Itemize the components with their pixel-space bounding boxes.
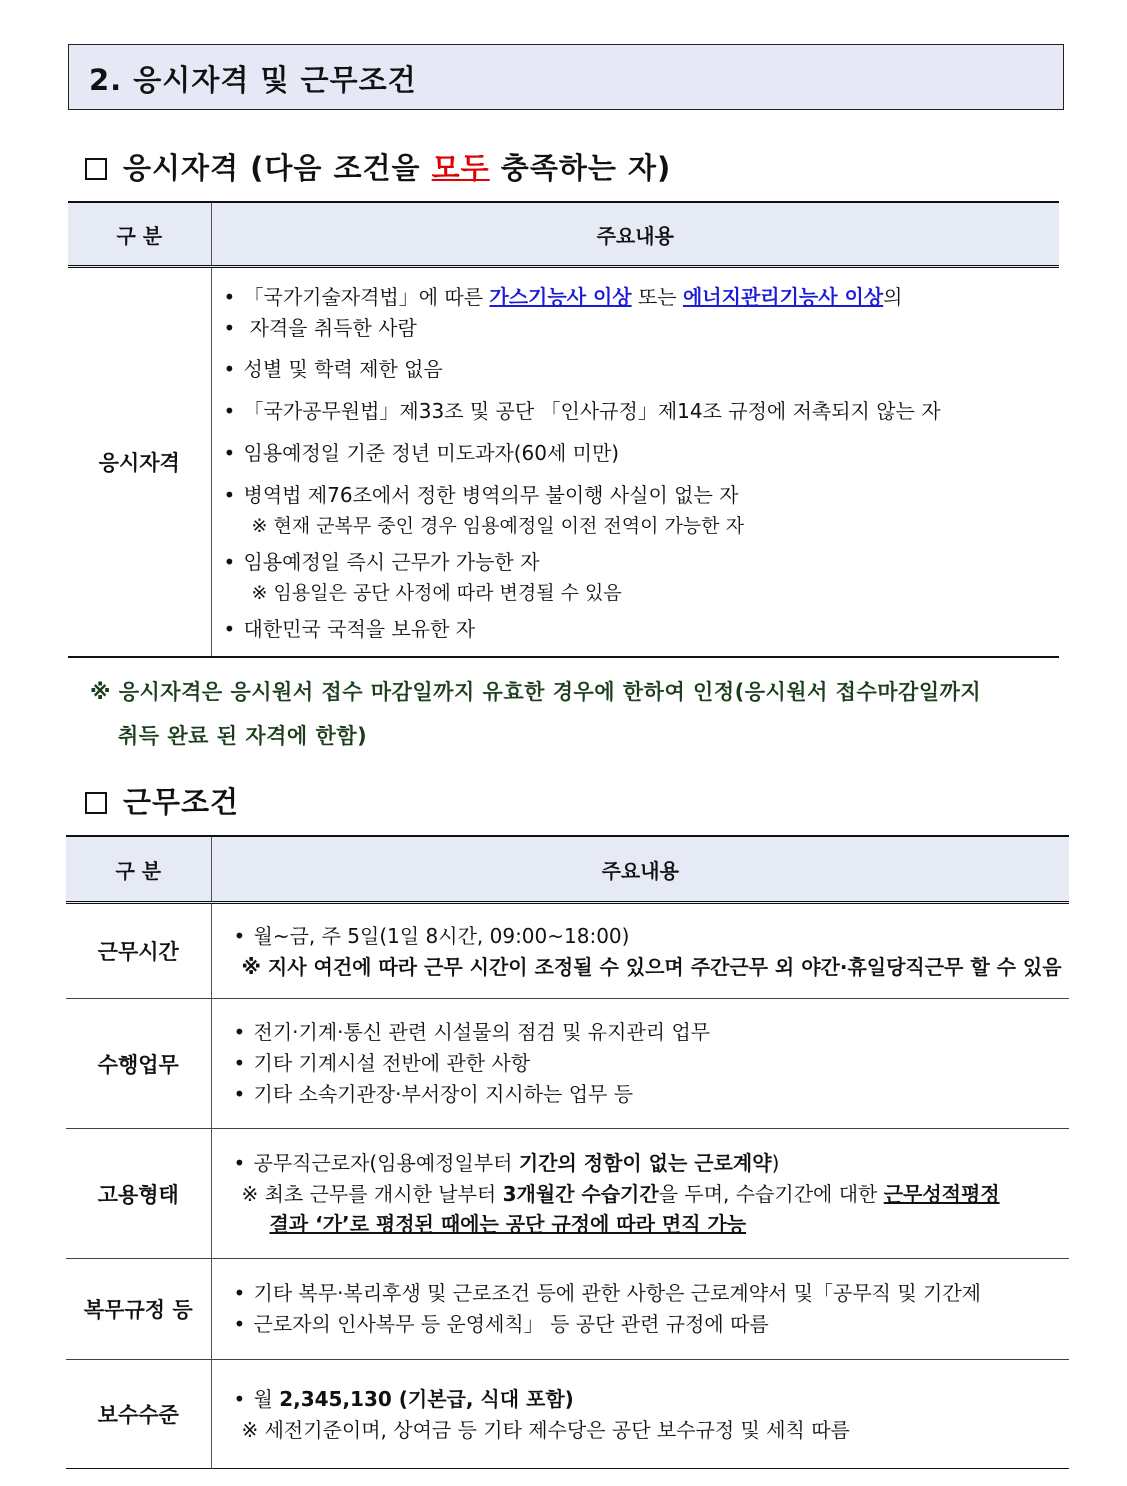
col-content-header: 주요내용 <box>211 836 1069 903</box>
list-item: • 월 2,345,130 (기본급, 식대 포함) <box>232 1384 1069 1415</box>
employment-content <box>211 1129 1069 1259</box>
col-content-header: 주요내용 <box>211 202 1059 267</box>
list-item: • 임용예정일 기준 정년 미도과자(60세 미만) <box>222 438 1060 469</box>
row-label-qualification: 응시자격 <box>68 267 211 658</box>
list-item: • 기타 소속기관장·부서장이 지시하는 업무 등 <box>232 1079 1069 1110</box>
row-label-hours: 근무시간 <box>66 903 211 999</box>
list-item: • 병역법 제76조에서 정한 병역의무 불이행 사실이 없는 자 <box>222 480 1060 511</box>
qualification-footnote-line2: 취득 완료 된 자격에 한함) <box>118 724 368 748</box>
list-item: • 전기·기계·통신 관련 시설물의 점검 및 유지관리 업무 <box>232 1017 1069 1048</box>
list-note: ※ 세전기준이며, 상여금 등 기타 제수당은 공단 보수규정 및 세칙 따름 <box>241 1417 850 1442</box>
emphasis-all: 모두 <box>431 151 490 185</box>
col-category-header: 구 분 <box>68 202 211 267</box>
list-item-continuation: • 근로자의 인사복무 등 운영세칙」 등 공단 관련 규정에 따름 <box>232 1309 1069 1340</box>
regulations-content <box>211 1259 1069 1360</box>
row-label-salary: 보수수준 <box>66 1360 211 1469</box>
row-label-employment: 고용형태 <box>66 1129 211 1259</box>
row-label-duties: 수행업무 <box>66 999 211 1129</box>
section-title: 2. 응시자격 및 근무조건 <box>89 63 417 97</box>
checkbox-square-icon <box>85 792 107 814</box>
list-item: • 대한민국 국적을 보유한 자 <box>222 614 1060 645</box>
list-item-continuation: • 자격을 취득한 사람 <box>222 313 1060 344</box>
list-note-continuation: 결과 ‘가’로 평정된 때에는 공단 규정에 따라 면직 가능 <box>269 1212 747 1236</box>
section-header <box>68 44 1064 110</box>
qualification-heading: 응시자격 (다음 조건을 모두 충족하는 자) <box>85 146 671 187</box>
list-item: • 기타 복무·복리후생 및 근로조건 등에 관한 사항은 근로계약서 및「공무직 및 기간제 <box>232 1278 1069 1309</box>
duties-content <box>211 999 1069 1129</box>
list-note: ※ 지사 여건에 따라 근무 시간이 조정될 수 있으며 주간근무 외 야간·휴일당직근무 할 수 있음 <box>241 954 1062 979</box>
qualification-content <box>211 267 1059 658</box>
conditions-table <box>66 835 1069 1469</box>
row-label-regulations: 복무규정 등 <box>66 1259 211 1360</box>
list-note: ※ 임용일은 공단 사정에 따라 변경될 수 있음 <box>251 582 622 604</box>
list-item: • 성별 및 학력 제한 없음 <box>222 354 1060 385</box>
list-item: • 임용예정일 즉시 근무가 가능한 자 <box>222 547 1060 578</box>
list-item: • 기타 기계시설 전반에 관한 사항 <box>232 1048 1069 1079</box>
list-note: ※ 최초 근무를 개시한 날부터 3개월간 수습기간을 두며, 수습기간에 대한 근무성적평정 <box>241 1182 1000 1206</box>
conditions-heading: 근무조건 <box>85 780 239 821</box>
list-item: • 월~금, 주 5일(1일 8시간, 09:00~18:00) <box>232 921 1069 952</box>
list-item: • 공무직근로자(임용예정일부터 기간의 정함이 없는 근로계약) <box>232 1148 1069 1179</box>
checkbox-square-icon <box>85 158 107 180</box>
salary-content <box>211 1360 1069 1469</box>
list-item: • 「국가기술자격법」에 따른 가스기능사 이상 또는 에너지관리기능사 이상의 <box>222 282 1060 313</box>
qualification-table <box>68 201 1059 658</box>
qualification-footnote-line1: ※ 응시자격은 응시원서 접수 마감일까지 유효한 경우에 한하여 인정(응시원서 접수마감일까지 <box>90 680 982 704</box>
list-note: ※ 현재 군복무 중인 경우 임용예정일 이전 전역이 가능한 자 <box>251 515 744 537</box>
col-category-header: 구 분 <box>66 836 211 903</box>
list-item: • 「국가공무원법」제33조 및 공단 「인사규정」제14조 규정에 저촉되지 않는 자 <box>222 396 1060 427</box>
hours-content <box>211 903 1069 999</box>
